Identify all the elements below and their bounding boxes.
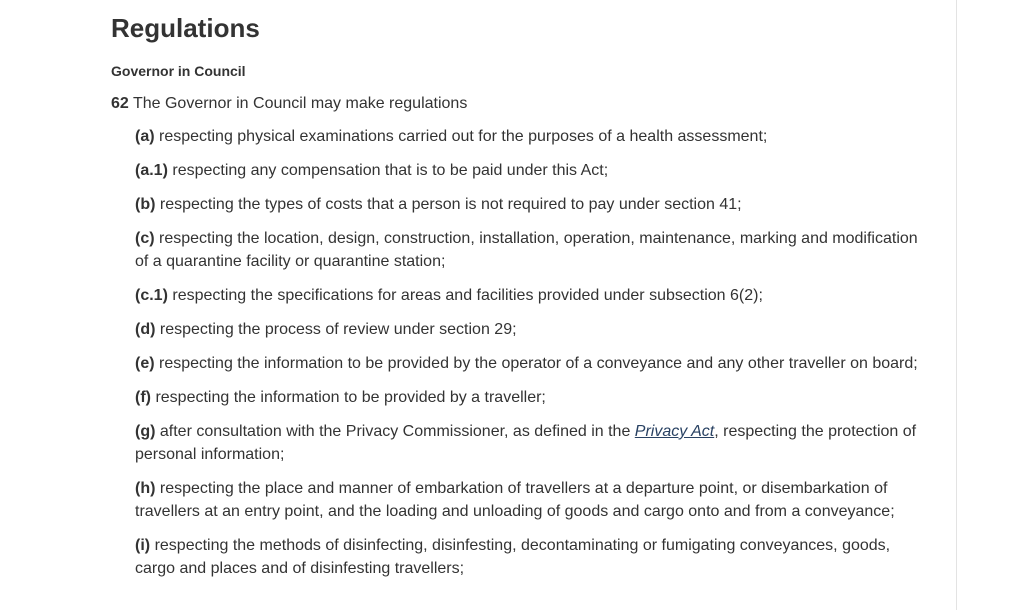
marginal-note: Governor in Council [111,63,246,79]
section-62 [111,94,931,114]
paragraph-g [135,420,931,466]
paragraph-b [135,193,931,216]
paragraph-label: (c.1) [135,287,168,304]
paragraph-text: respecting the place and manner of embarkation of travellers at a departure point, or disembarkation of travellers at an entry point, and the loading and unloading of goods and cargo onto and from a conveyance; [135,480,895,520]
section-text: The Governor in Council may make regulations [132,95,468,112]
paragraph-text: respecting the process of review under section 29; [159,321,517,338]
paragraph-text: respecting physical examinations carried out for the purposes of a health assessment; [159,128,768,145]
page-title: Regulations [111,13,260,43]
document-content [111,0,931,580]
paragraph-text: respecting the information to be provided by a traveller; [155,389,546,406]
paragraph-a1 [135,159,931,182]
paragraph-label: (i) [135,537,151,554]
paragraph-label: (g) [135,423,156,440]
paragraph-text-after: , respecting the protection of personal information; [135,423,917,463]
paragraph-e [135,352,931,375]
paragraph-label: (h) [135,480,156,497]
paragraph-c1 [135,284,931,307]
paragraph-d [135,318,931,341]
paragraph-i [135,534,931,580]
paragraph-text: respecting any compensation that is to be paid under this Act; [172,162,609,179]
paragraph-text: respecting the specifications for areas and facilities provided under subsection 6(2); [172,287,763,304]
section-number: 62 [111,95,129,112]
paragraph-label: (b) [135,196,156,213]
paragraph-text-before: after consultation with the Privacy Commissioner, as defined in the [159,423,631,440]
paragraph-label: (d) [135,321,156,338]
paragraph-label: (a) [135,128,155,145]
paragraph-label: (c) [135,230,155,247]
paragraph-a [135,125,931,148]
paragraph-text: respecting the location, design, construction, installation, operation, maintenance, marking and modification of a quarantine facility or quarantine station; [135,230,918,270]
paragraph-text: respecting the types of costs that a person is not required to pay under section 41; [159,196,742,213]
paragraph-list [111,125,931,580]
paragraph-h [135,477,931,523]
paragraph-text: respecting the information to be provided by the operator of a conveyance and any other traveller on board; [159,355,918,372]
paragraph-label: (a.1) [135,162,168,179]
paragraph-label: (f) [135,389,151,406]
paragraph-f [135,386,931,409]
paragraph-c [135,227,931,273]
paragraph-text: respecting the methods of disinfecting, disinfesting, decontaminating or fumigating conveyances, goods, cargo and places and of disinfesting travellers; [135,537,891,577]
paragraph-label: (e) [135,355,155,372]
privacy-act-link[interactable]: Privacy Act [634,423,715,440]
